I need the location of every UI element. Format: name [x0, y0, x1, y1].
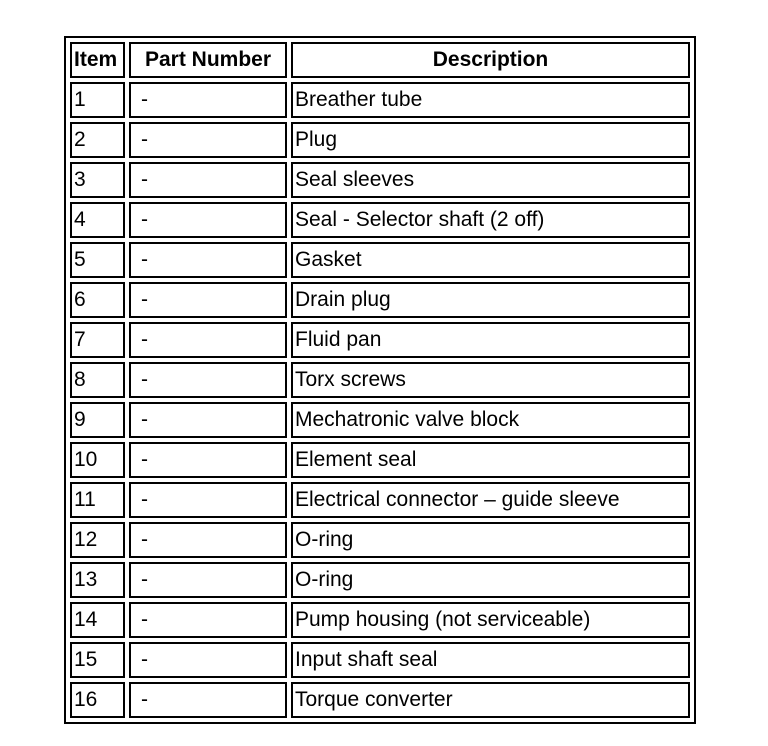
table-row — [70, 562, 690, 598]
cell-part-number: - — [129, 482, 287, 518]
cell-part-number: - — [129, 202, 287, 238]
cell-item: 13 — [70, 562, 125, 598]
cell-item: 2 — [70, 122, 125, 158]
table-header-row — [70, 42, 690, 78]
header-item: Item — [70, 42, 125, 78]
table-row — [70, 122, 690, 158]
cell-description: Mechatronic valve block — [291, 402, 690, 438]
cell-description: Torque converter — [291, 682, 690, 718]
table-row — [70, 522, 690, 558]
cell-item: 7 — [70, 322, 125, 358]
cell-description: Fluid pan — [291, 322, 690, 358]
cell-part-number: - — [129, 522, 287, 558]
cell-item: 6 — [70, 282, 125, 318]
cell-item: 1 — [70, 82, 125, 118]
cell-description: Pump housing (not serviceable) — [291, 602, 690, 638]
cell-description: Seal - Selector shaft (2 off) — [291, 202, 690, 238]
table-row — [70, 202, 690, 238]
header-part-number: Part Number — [129, 42, 287, 78]
cell-description: Electrical connector – guide sleeve — [291, 482, 690, 518]
cell-item: 14 — [70, 602, 125, 638]
cell-item: 15 — [70, 642, 125, 678]
parts-table — [64, 36, 696, 724]
table-row — [70, 642, 690, 678]
cell-description: O-ring — [291, 562, 690, 598]
cell-part-number: - — [129, 282, 287, 318]
table-row — [70, 322, 690, 358]
cell-description: Input shaft seal — [291, 642, 690, 678]
cell-description: O-ring — [291, 522, 690, 558]
table-row — [70, 682, 690, 718]
cell-part-number: - — [129, 322, 287, 358]
cell-item: 5 — [70, 242, 125, 278]
cell-item: 12 — [70, 522, 125, 558]
cell-part-number: - — [129, 82, 287, 118]
cell-description: Torx screws — [291, 362, 690, 398]
cell-description: Plug — [291, 122, 690, 158]
cell-item: 16 — [70, 682, 125, 718]
cell-part-number: - — [129, 562, 287, 598]
parts-table-container — [64, 36, 696, 724]
cell-part-number: - — [129, 642, 287, 678]
cell-description: Seal sleeves — [291, 162, 690, 198]
cell-item: 4 — [70, 202, 125, 238]
cell-part-number: - — [129, 602, 287, 638]
cell-part-number: - — [129, 122, 287, 158]
cell-part-number: - — [129, 402, 287, 438]
cell-item: 3 — [70, 162, 125, 198]
table-row — [70, 482, 690, 518]
table-row — [70, 402, 690, 438]
cell-part-number: - — [129, 362, 287, 398]
cell-part-number: - — [129, 442, 287, 478]
cell-item: 9 — [70, 402, 125, 438]
cell-description: Element seal — [291, 442, 690, 478]
cell-description: Gasket — [291, 242, 690, 278]
table-row — [70, 162, 690, 198]
table-row — [70, 362, 690, 398]
cell-description: Breather tube — [291, 82, 690, 118]
table-row — [70, 242, 690, 278]
cell-item: 10 — [70, 442, 125, 478]
cell-description: Drain plug — [291, 282, 690, 318]
cell-part-number: - — [129, 682, 287, 718]
header-description: Description — [291, 42, 690, 78]
table-row — [70, 82, 690, 118]
cell-part-number: - — [129, 242, 287, 278]
table-row — [70, 442, 690, 478]
table-row — [70, 602, 690, 638]
cell-item: 8 — [70, 362, 125, 398]
cell-part-number: - — [129, 162, 287, 198]
table-row — [70, 282, 690, 318]
cell-item: 11 — [70, 482, 125, 518]
